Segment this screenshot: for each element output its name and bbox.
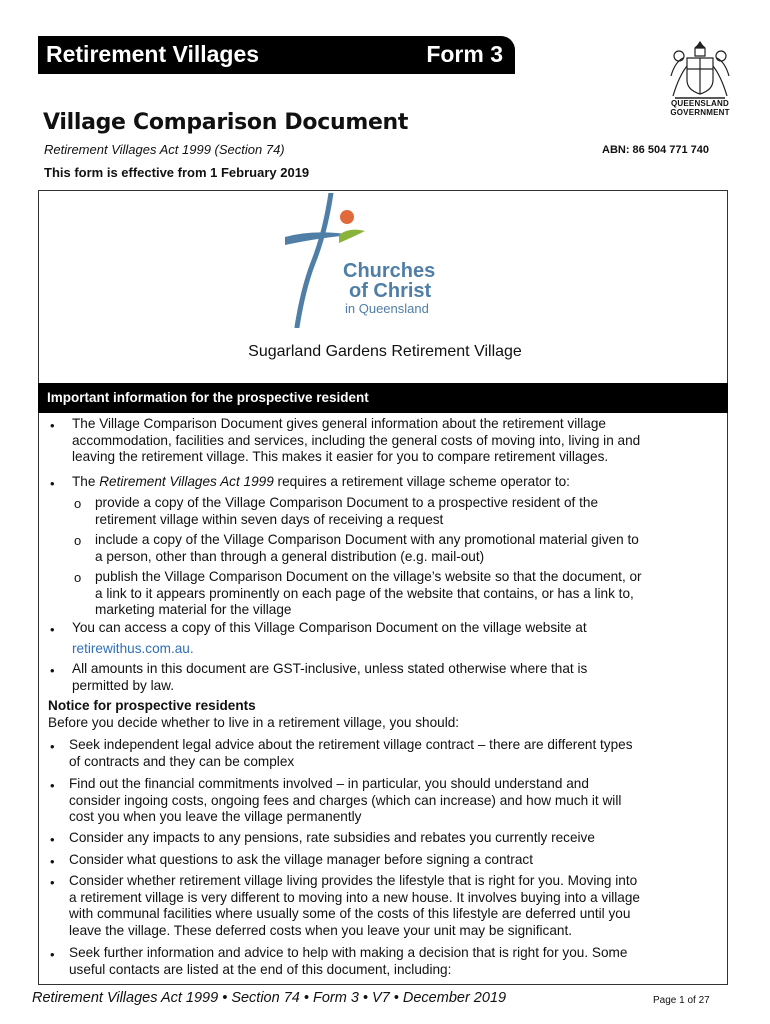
circle-bullet-icon: o [74,570,82,585]
bullet-icon: • [50,854,55,869]
churches-of-christ-logo [283,193,453,328]
text-line: useful contacts are listed at the end of this document, including: [69,961,452,977]
page-title: Village Comparison Document [43,110,409,135]
circle-bullet-icon: o [74,496,82,511]
text-line: provide a copy of the Village Comparison Document to a prospective resident of the [95,495,599,510]
govt-line-2: GOVERNMENT [670,108,730,117]
list-item [69,737,633,770]
text-line: leaving the retirement village. This makes it easier for you to compare retirement villages. [72,449,609,464]
notice-heading: Notice for prospective residents [48,698,256,713]
banner-title: Retirement Villages [46,41,260,67]
bullet-icon: • [50,622,55,637]
abn-number: ABN: 86 504 771 740 [602,144,710,156]
text-line: leave the village. These deferred costs when you leave your unit may be significant. [69,922,573,938]
notice-intro: Before you decide whether to live in a retirement village, you should: [48,715,460,730]
text-line: a link to it appears prominently on each page of the website that contains, or has a link to, [95,585,634,601]
text-fragment: requires a retirement village scheme operator to: [273,474,570,489]
bullet-icon: • [50,947,55,962]
text-line: publish the Village Comparison Document on the village’s website so that the document, or [95,569,642,584]
village-name: Sugarland Gardens Retirement Village [248,343,522,360]
bullet-icon: • [50,418,55,433]
list-item [72,416,640,466]
list-item [69,776,621,826]
sub-list-item [95,569,642,619]
text-line: Consider whether retirement village living provides the lifestyle that is right for you. Moving into [69,873,638,888]
text-line: a retirement village is very different to moving into a new house. It involves buying into a village [69,889,640,905]
list-item [69,873,640,939]
form-banner [38,36,515,74]
bullet-icon: • [50,476,55,491]
text-line: consider ingoing costs, ongoing fees and charges (which can increase) and how much it will [69,792,622,808]
text-line: The Village Comparison Document gives general information about the retirement village [72,416,606,431]
effective-date: This form is effective from 1 February 2019 [44,165,310,180]
text-line: Find out the financial commitments involved – in particular, you should understand and [69,776,589,791]
page-number: Page 1 of 27 [653,995,710,1006]
text-line: marketing material for the village [95,602,292,617]
list-item [72,620,587,657]
list-item: Consider any impacts to any pensions, rate subsidies and rebates you currently receive [69,830,595,845]
text-fragment: The [72,474,100,489]
act-name: Retirement Villages Act 1999 [99,474,274,489]
text-line: retirement village within seven days of receiving a request [95,511,444,527]
text-line: include a copy of the Village Comparison Document with any promotional material given to [95,532,639,547]
bullet-icon: • [50,739,55,754]
village-website-link[interactable]: retirewithus.com.au. [72,640,194,656]
text-line: accommodation, facilities and services, including the general costs of moving into, living in and [72,432,641,448]
text-line: cost you when you leave the village permanently [69,809,362,824]
bullet-icon: • [50,875,55,890]
list-item [72,474,570,491]
bullet-icon: • [50,832,55,847]
text-line: All amounts in this document are GST-inclusive, unless stated otherwise where that is [72,661,588,676]
logo-line-3: in Queensland [345,301,429,316]
list-item: Consider what questions to ask the village manager before signing a contract [69,852,533,867]
govt-wordmark [663,99,737,117]
sub-list-item [95,495,598,528]
text-line: with communal facilities where usually some of the costs of this lifestyle are deferred until you [69,906,631,921]
logo-line-2: of Christ [349,280,432,302]
footer-citation: Retirement Villages Act 1999 • Section 74 • Form 3 • V7 • December 2019 [32,990,507,1006]
text-line: Seek further information and advice to help with making a decision that is right for you. Some [69,945,628,960]
bullet-icon: • [50,778,55,793]
text-line: You can access a copy of this Village Comparison Document on the village website at [72,620,587,635]
circle-bullet-icon: o [74,533,82,548]
text-line: of contracts and they can be complex [69,753,295,769]
bullet-icon: • [50,663,55,678]
important-info-heading: Important information for the prospective resident [38,383,728,413]
list-item [69,945,627,978]
banner-form-number: Form 3 [426,41,503,67]
text-line: a person, other than through a general distribution (e.g. mail-out) [95,548,485,564]
list-item [72,661,587,694]
sub-list-item [95,532,639,565]
text-line: Seek independent legal advice about the retirement village contract – there are different types [69,737,633,752]
act-reference: Retirement Villages Act 1999 (Section 74) [44,142,285,157]
logo-line-1: Churches [343,260,436,282]
govt-line-1: QUEENSLAND [670,99,729,108]
text-line: permitted by law. [72,677,174,693]
